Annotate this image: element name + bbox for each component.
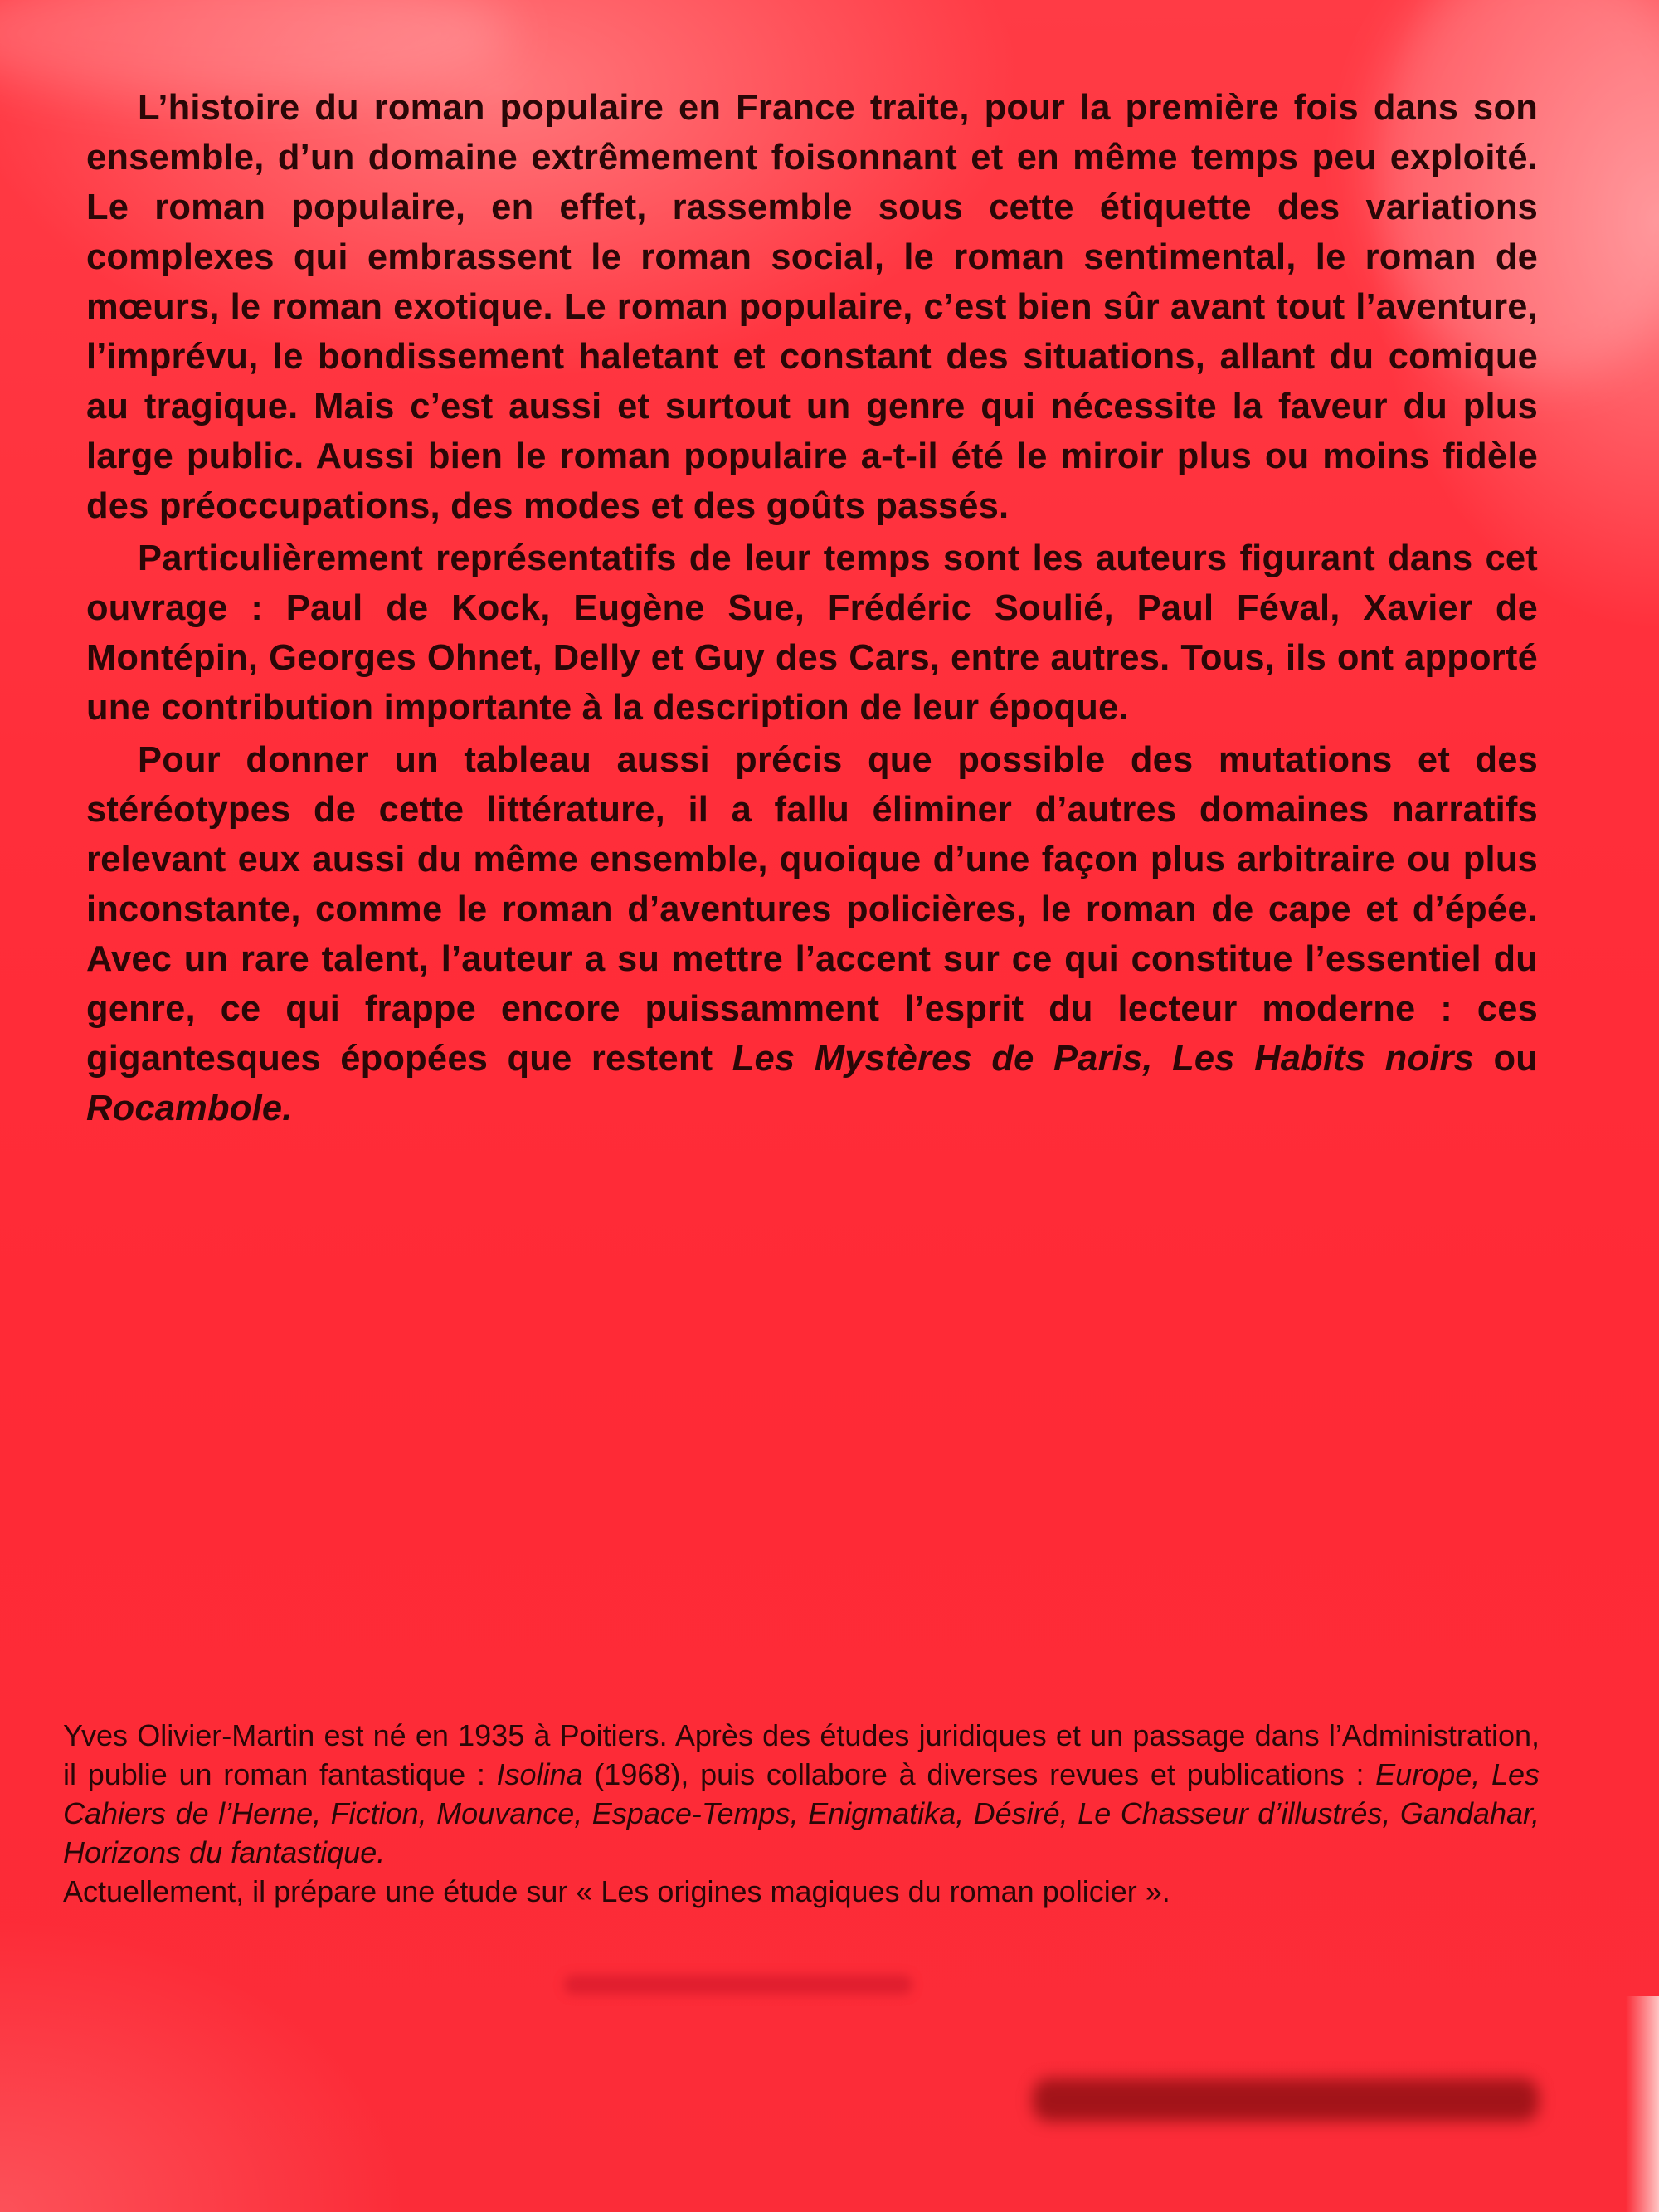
title-habits-noirs: Les Habits noirs [1172, 1039, 1475, 1079]
ink-smudge [564, 1975, 912, 1995]
blurb-text [86, 83, 1538, 1133]
blurb-paragraph-3: Pour donner un tableau aussi précis que possible des mutations et des stéréotypes de cette littérature, il a fallu éliminer d’autres domaines narratifs relevant eux aussi du même ensemble, quoique d’une façon plus arbitraire ou plus inconstante, comme le roman d’aventures policières, le roman de cape et d’épée. Avec un rare talent, l’auteur a su mettre l’accent sur ce qui constitue l’essentiel du genre, ce qui frappe encore puissamment l’esprit du lecteur moderne : ces gigantesques épopées que restent Les Mystères de Paris, Les Habits noirs ou Rocambole. [86, 740, 1538, 1128]
author-bio [63, 1716, 1540, 1911]
blurb-paragraph-1: L’histoire du roman populaire en France traite, pour la première fois dans son ensemble, d’un domaine extrêmement foisonnant et en même temps peu exploité. Le roman populaire, en effet, rassemble sous cette étiquette des variations complexes qui embrassent le roman social, le roman sentimental, le roman de mœurs, le roman exotique. Le roman populaire, c’est bien sûr avant tout l’aventure, l’imprévu, le bondissement haletant et constant des situations, allant du comique au tragique. Mais c’est aussi et surtout un genre qui nécessite la faveur du plus large public. Aussi bien le roman populaire a-t-il été le miroir plus ou moins fidèle des préoccupations, des modes et des goûts passés. [86, 88, 1538, 526]
cover-peel [1626, 1996, 1659, 2212]
blurb-paragraph-2: Particulièrement représentatifs de leur temps sont les auteurs figurant dans cet ouvrage : Paul de Kock, Eugène Sue, Frédéric Soulié, Paul Féval, Xavier de Montépin, Georges Ohnet, Delly et Guy des Cars, entre autres. Tous, ils ont apporté une contribution importante à la description de leur époque. [86, 538, 1538, 728]
publication-list: Europe, Les Cahiers de l’Herne, Fiction, Mouvance, Espace-Temps, Enigmatika, Désiré, Le Chasseur d’illustrés, Gandahar, Horizons du fantastique. [63, 1757, 1540, 1869]
bio-paragraph: Yves Olivier-Martin est né en 1935 à Poitiers. Après des études juridiques et un passage dans l’Administration, il publie un roman fantastique : Isolina (1968), puis collabore à diverses revues et publications : Europe, Les Cahiers de l’Herne, Fiction, Mouvance, Espace-Temps, Enigmatika, Désiré, Le Chasseur d’illustrés, Gandahar, Horizons du fantastique. [63, 1718, 1540, 1869]
barcode-residue [1033, 2078, 1539, 2122]
title-mysteres-de-paris: Les Mystères de Paris, [732, 1039, 1153, 1079]
title-rocambole: Rocambole. [86, 1089, 293, 1128]
novel-title: Isolina [496, 1757, 583, 1791]
bio-current-work: Actuellement, il prépare une étude sur « Les origines magiques du roman policier ». [63, 1874, 1170, 1908]
